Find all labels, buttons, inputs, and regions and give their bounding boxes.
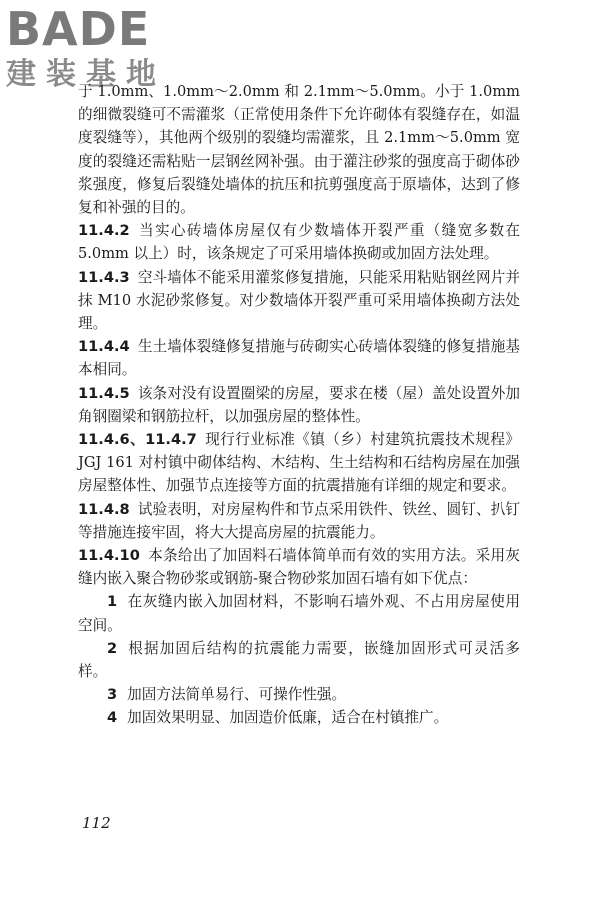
article-text: 本条给出了加固料石墙体简单而有效的实用方法。采用灰缝内嵌入聚合物砂浆或钢筋-聚合物砂浆加固石墙有如下优点： <box>78 547 520 588</box>
item-text: 根据加固后结构的抗震能力需要，嵌缝加固形式可灵活多样。 <box>78 639 520 681</box>
advantage-item-4 <box>78 706 520 729</box>
article-text: 当实心砖墙体房屋仅有少数墙体开裂严重（缝宽多数在 5.0mm 以上）时，该条规定了可采用墙体换砌或加固方法处理。 <box>78 222 520 263</box>
article-number: 11.4.6、11.4.7 <box>78 431 197 449</box>
intro-paragraph: 于 1.0mm、1.0mm～2.0mm 和 2.1mm～5.0mm。小于 1.0mm 的细微裂缝可不需灌浆（正常使用条件下允许砌体有裂缝存在，如温度裂缝等），其他两个级别的裂缝均需灌浆，且 2.1mm～5.0mm 宽度的裂缝还需粘贴一层钢丝网补强。由于灌注砂浆的强度高于砌体砂浆强度，修复后裂缝处墙体的抗压和抗剪强度高于原墙体，达到了修复和补强的目的。 <box>78 83 520 217</box>
article-text: 现行行业标准《镇（乡）村建筑抗震技术规程》JGJ 161 对村镇中砌体结构、木结构、生土结构和石结构房屋在加强房屋整体性、加强节点连接等方面的抗震措施有详细的规定和要求。 <box>78 431 520 495</box>
advantage-item-2 <box>78 637 520 683</box>
article-text: 空斗墙体不能采用灌浆修复措施，只能采用粘贴钢丝网片并抹 M10 水泥砂浆修复。对少数墙体开裂严重可采用墙体换砌方法处理。 <box>78 268 520 333</box>
item-number: 4 <box>107 709 118 727</box>
item-number: 2 <box>107 639 118 657</box>
page-body <box>78 80 520 730</box>
item-text: 加固效果明显、加固造价低廉，适合在村镇推广。 <box>127 709 449 727</box>
item-text: 加固方法简单易行、可操作性强。 <box>127 686 347 704</box>
article-text: 生土墙体裂缝修复措施与砖砌实心砖墙体裂缝的修复措施基本相同。 <box>78 338 520 379</box>
article-11-4-5 <box>78 382 520 428</box>
article-number: 11.4.2 <box>78 222 130 240</box>
article-text: 该条对没有设置圈梁的房屋，要求在楼（屋）盖处设置外加角钢圈梁和钢筋拉杆，以加强房屋的整体性。 <box>78 384 520 425</box>
article-number: 11.4.8 <box>78 500 130 518</box>
page-number: 112 <box>82 814 111 832</box>
article-11-4-8 <box>78 498 520 544</box>
logo-word: BADE <box>6 2 151 56</box>
article-11-4-6-7 <box>78 428 520 498</box>
logo-subtitle: 建装基地 <box>6 57 166 92</box>
article-11-4-2 <box>78 219 520 265</box>
article-number: 11.4.10 <box>78 547 140 565</box>
article-11-4-4 <box>78 335 520 381</box>
article-number: 11.4.5 <box>78 384 130 402</box>
item-number: 3 <box>107 686 118 704</box>
advantage-item-1 <box>78 590 520 636</box>
article-text: 试验表明，对房屋构件和节点采用铁件、铁丝、圆钉、扒钉等措施连接牢固，将大大提高房屋的抗震能力。 <box>78 500 520 541</box>
article-11-4-3 <box>78 266 520 336</box>
item-text: 在灰缝内嵌入加固材料，不影响石墙外观、不占用房屋使用空间。 <box>78 593 520 634</box>
article-11-4-10 <box>78 544 520 590</box>
article-number: 11.4.3 <box>78 268 130 286</box>
item-number: 1 <box>107 593 118 611</box>
article-number: 11.4.4 <box>78 338 130 356</box>
advantage-item-3 <box>78 683 520 706</box>
